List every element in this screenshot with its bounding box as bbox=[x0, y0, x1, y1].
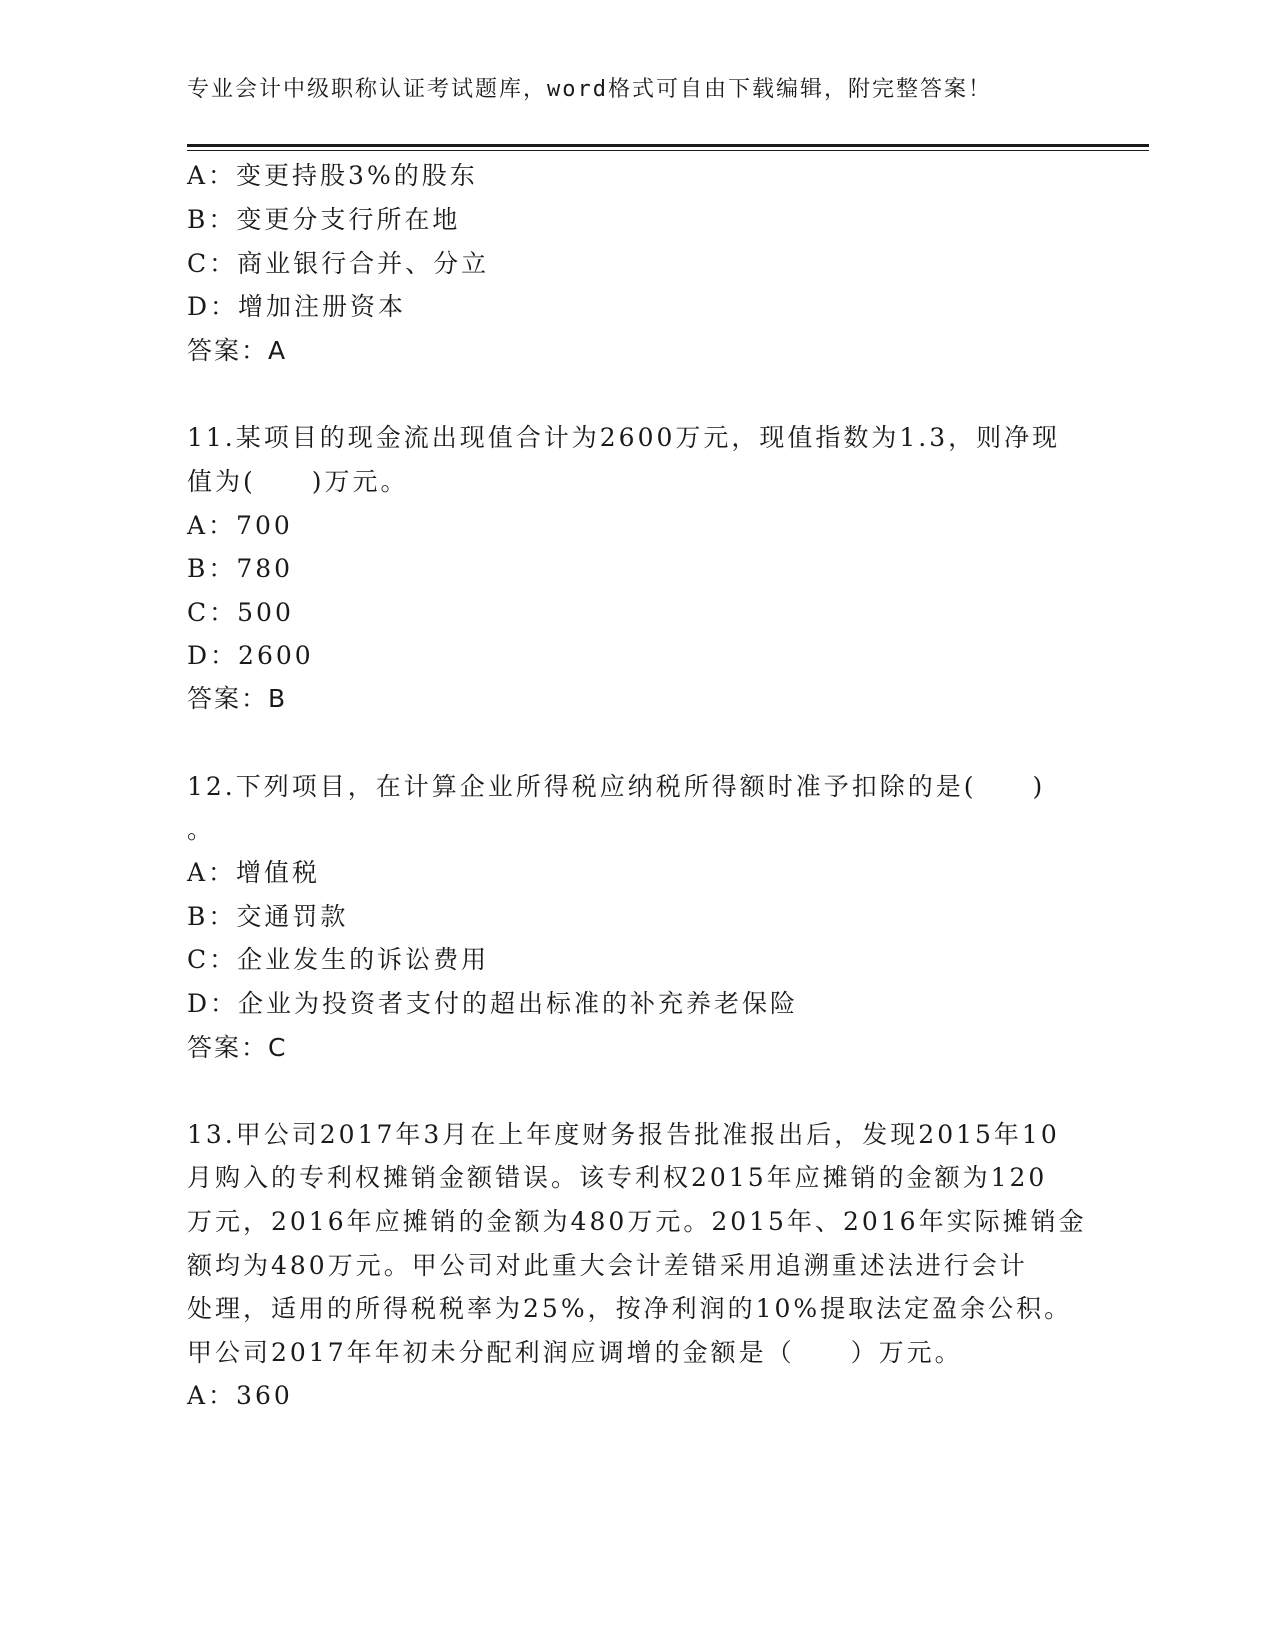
q10-option-d: D：增加注册资本 bbox=[187, 292, 407, 321]
q11-stem-line-2: 值为( )万元。 bbox=[187, 467, 409, 496]
q13-option-a: A：360 bbox=[187, 1381, 293, 1410]
q12-answer: 答案：C bbox=[187, 1033, 288, 1062]
header-rule-thick bbox=[187, 144, 1149, 147]
q12-option-a: A：增值税 bbox=[187, 858, 321, 887]
q11-stem-line-1: 11.某项目的现金流出现值合计为2600万元，现值指数为1.3，则净现 bbox=[187, 423, 1061, 452]
q10-answer: 答案：A bbox=[187, 336, 288, 365]
q13-stem-line-1: 13.甲公司2017年3月在上年度财务报告批准报出后，发现2015年10 bbox=[187, 1120, 1060, 1149]
q11-option-a: A：700 bbox=[187, 511, 293, 540]
q12-option-d: D：企业为投资者支付的超出标准的补充养老保险 bbox=[187, 989, 799, 1018]
q12-stem-line-1: 12.下列项目，在计算企业所得税应纳税所得额时准予扣除的是( ) bbox=[187, 772, 1046, 801]
page-header: 专业会计中级职称认证考试题库，word格式可自由下载编辑，附完整答案！ bbox=[187, 77, 992, 102]
q10-option-c: C：商业银行合并、分立 bbox=[187, 249, 490, 278]
q13-stem-line-2: 月购入的专利权摊销金额错误。该专利权2015年应摊销的金额为120 bbox=[187, 1163, 1048, 1192]
q13-stem-line-5: 处理，适用的所得税税率为25%，按净利润的10%提取法定盈余公积。 bbox=[187, 1294, 1073, 1323]
q10-option-a: A：变更持股3%的股东 bbox=[187, 161, 478, 190]
q12-stem-line-2: 。 bbox=[187, 815, 216, 844]
q12-option-b: B：交通罚款 bbox=[187, 902, 349, 931]
q11-option-c: C：500 bbox=[187, 598, 294, 627]
q10-option-b: B：变更分支行所在地 bbox=[187, 205, 461, 234]
q13-stem-line-4: 额均为480万元。甲公司对此重大会计差错采用追溯重述法进行会计 bbox=[187, 1251, 1028, 1280]
q11-option-d: D：2600 bbox=[187, 641, 314, 670]
q13-stem-line-3: 万元，2016年应摊销的金额为480万元。2015年、2016年实际摊销金 bbox=[187, 1207, 1087, 1236]
q11-answer: 答案：B bbox=[187, 684, 288, 713]
q13-stem-line-6: 甲公司2017年年初未分配利润应调增的金额是（ ）万元。 bbox=[187, 1338, 963, 1367]
q11-option-b: B：780 bbox=[187, 554, 294, 583]
q12-option-c: C：企业发生的诉讼费用 bbox=[187, 945, 490, 974]
header-rule-thin bbox=[187, 150, 1149, 151]
